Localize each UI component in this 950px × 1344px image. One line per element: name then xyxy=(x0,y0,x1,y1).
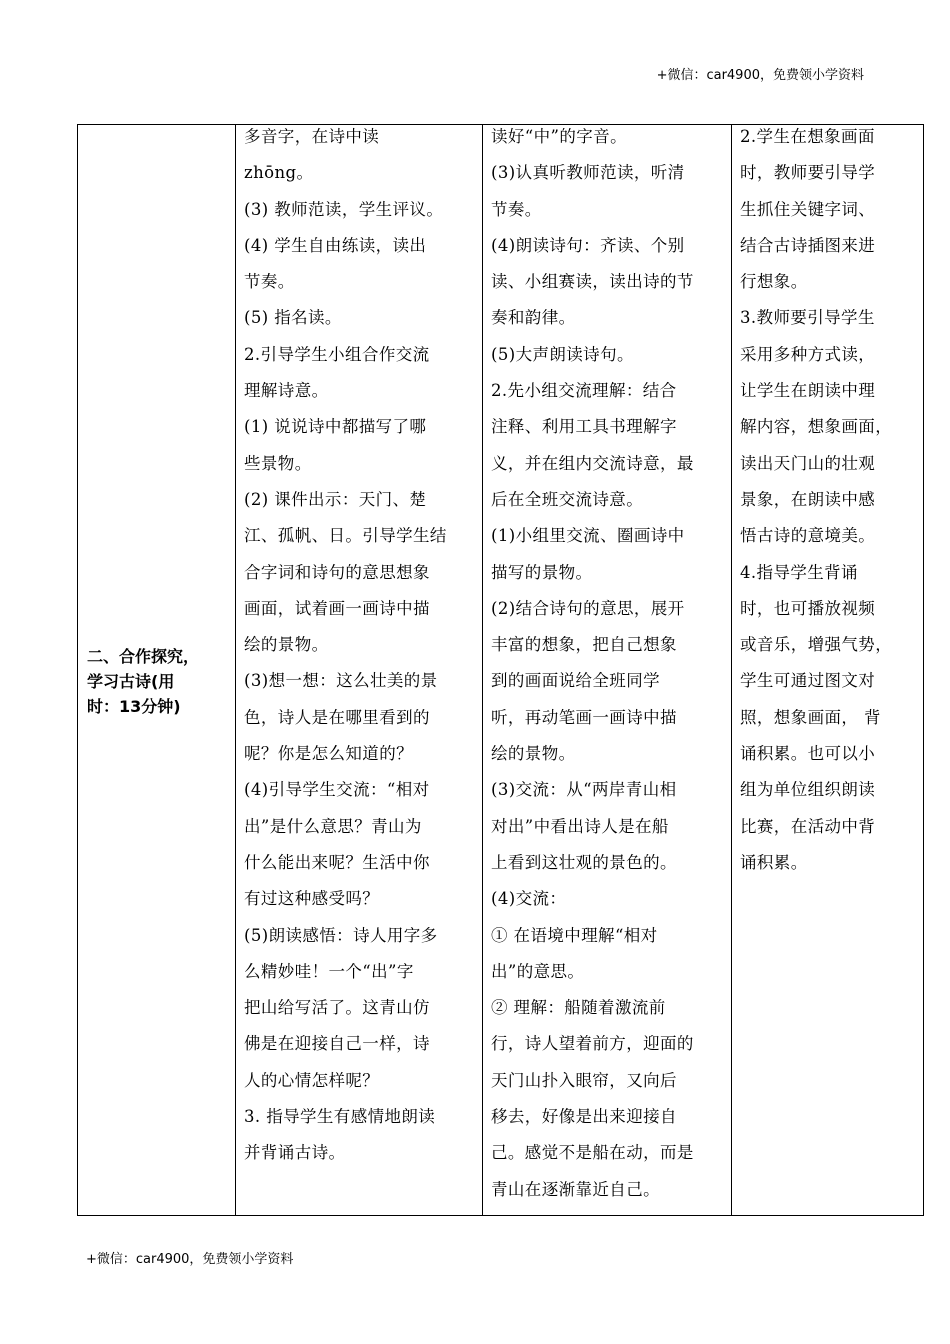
student-activity-line: 听，再动笔画一画诗中描 xyxy=(491,707,677,727)
student-activity-line: (5)大声朗读诗句。 xyxy=(491,344,634,364)
student-activity-line: 义，并在组内交流诗意，最 xyxy=(491,453,694,473)
teacher-activity-line: (5) 指名读。 xyxy=(244,308,342,328)
student-activity-line: (4)朗读诗句：齐读、个别 xyxy=(491,235,685,255)
teacher-activity-line: (4)引导学生交流：“相对 xyxy=(244,780,430,800)
lesson-plan-table xyxy=(77,124,924,1216)
teacher-activity-line: 理解诗意。 xyxy=(244,381,329,401)
stage-label-line: 时：13分钟) xyxy=(87,696,181,716)
teacher-activity-line: 些景物。 xyxy=(244,453,312,473)
teacher-activity-text xyxy=(244,119,476,1172)
student-activity-line: 出”的意思。 xyxy=(491,961,585,981)
teacher-activity-cell xyxy=(236,125,483,1216)
teacher-activity-line: 把山给写活了。这青山仿 xyxy=(244,998,430,1018)
student-activity-line: 读、小组赛读，读出诗的节 xyxy=(491,272,694,292)
teacher-activity-line: 有过这种感受吗？ xyxy=(244,889,380,909)
teacher-activity-line: 佛是在迎接自己一样，诗 xyxy=(244,1034,430,1054)
design-notes-line: 生抓住关键字词、 xyxy=(740,199,876,219)
design-notes-line: 解内容，想象画面， xyxy=(740,417,893,437)
design-notes-line: 学生可通过图文对 xyxy=(740,671,876,691)
teacher-activity-line: 出”是什么意思？青山为 xyxy=(244,816,422,836)
teacher-activity-line: 合字词和诗句的意思想象 xyxy=(244,562,430,582)
student-activity-line: (1)小组里交流、圈画诗中 xyxy=(491,526,685,546)
teacher-activity-line: 3. 指导学生有感情地朗读 xyxy=(244,1107,436,1127)
student-activity-line: 节奏。 xyxy=(491,199,542,219)
teacher-activity-line: 节奏。 xyxy=(244,272,295,292)
student-activity-line: 行，诗人望着前方，迎面的 xyxy=(491,1034,694,1054)
student-activity-cell xyxy=(483,125,732,1216)
design-notes-cell xyxy=(732,125,924,1216)
teacher-activity-line: 多音字，在诗中读 xyxy=(244,127,380,146)
design-notes-line: 2.学生在想象画面 xyxy=(740,127,875,146)
teacher-activity-line: 并背诵古诗。 xyxy=(244,1143,346,1163)
student-activity-line: 2.先小组交流理解：结合 xyxy=(491,381,677,401)
design-notes-line: 比赛，在活动中背 xyxy=(740,816,876,836)
student-activity-text xyxy=(491,119,725,1208)
teacher-activity-line: (3)想一想：这么壮美的景 xyxy=(244,671,438,691)
stage-label xyxy=(87,644,229,719)
teacher-activity-line: (3) 教师范读，学生评议。 xyxy=(244,199,444,219)
student-activity-line: (3)交流：从“两岸青山相 xyxy=(491,780,677,800)
teacher-activity-line: (5)朗读感悟：诗人用字多 xyxy=(244,925,438,945)
student-activity-line: ② 理解：船随着激流前 xyxy=(491,998,666,1018)
design-notes-line: 读出天门山的壮观 xyxy=(740,453,876,473)
design-notes-text xyxy=(740,119,917,881)
teacher-activity-line: zhōng。 xyxy=(244,163,314,183)
student-activity-line: 到的画面说给全班同学 xyxy=(491,671,660,691)
design-notes-line: 时，教师要引导学 xyxy=(740,163,876,183)
student-activity-line: ① 在语境中理解“相对 xyxy=(491,925,658,945)
student-activity-line: (4)交流： xyxy=(491,889,567,909)
teacher-activity-line: 绘的景物。 xyxy=(244,635,329,655)
stage-cell xyxy=(78,125,236,1216)
student-activity-line: 读好“中”的字音。 xyxy=(491,127,627,146)
design-notes-line: 或音乐，增强气势， xyxy=(740,635,893,655)
teacher-activity-line: 2.引导学生小组合作交流 xyxy=(244,344,430,364)
design-notes-line: 照，想象画面， 背 xyxy=(740,707,881,727)
student-activity-line: 青山在逐渐靠近自己。 xyxy=(491,1179,660,1199)
student-activity-line: 后在全班交流诗意。 xyxy=(491,489,644,509)
design-notes-line: 悟古诗的意境美。 xyxy=(740,526,876,546)
student-activity-line: 天门山扑入眼帘，又向后 xyxy=(491,1070,677,1090)
design-notes-line: 让学生在朗读中理 xyxy=(740,381,876,401)
design-notes-line: 景象，在朗读中感 xyxy=(740,489,876,509)
stage-label-line: 二、合作探究， xyxy=(87,646,200,666)
student-activity-line: 注释、利用工具书理解字 xyxy=(491,417,677,437)
student-activity-line: 上看到这壮观的景色的。 xyxy=(491,852,677,872)
student-activity-line: (2)结合诗句的意思，展开 xyxy=(491,598,685,618)
design-notes-line: 结合古诗插图来进 xyxy=(740,235,876,255)
teacher-activity-line: (4) 学生自由练读，读出 xyxy=(244,235,427,255)
teacher-activity-line: 呢？你是怎么知道的？ xyxy=(244,744,413,764)
design-notes-line: 4.指导学生背诵 xyxy=(740,562,858,582)
student-activity-line: 移去，好像是出来迎接自 xyxy=(491,1107,677,1127)
design-notes-line: 诵积累。 xyxy=(740,852,808,872)
design-notes-line: 3.教师要引导学生 xyxy=(740,308,875,328)
header-note: +微信：car4900，免费领小学资料 xyxy=(656,68,864,83)
teacher-activity-line: 人的心情怎样呢？ xyxy=(244,1070,380,1090)
teacher-activity-line: 么精妙哇！一个“出”字 xyxy=(244,961,414,981)
design-notes-line: 诵积累。也可以小 xyxy=(740,744,876,764)
student-activity-line: 描写的景物。 xyxy=(491,562,593,582)
student-activity-line: 丰富的想象，把自己想象 xyxy=(491,635,677,655)
teacher-activity-line: 色，诗人是在哪里看到的 xyxy=(244,707,430,727)
footer-note: +微信：car4900，免费领小学资料 xyxy=(86,1252,294,1267)
teacher-activity-line: 江、孤帆、日。引导学生结 xyxy=(244,526,447,546)
design-notes-line: 时，也可播放视频 xyxy=(740,598,876,618)
teacher-activity-line: 什么能出来呢？生活中你 xyxy=(244,852,430,872)
student-activity-line: 己。感觉不是船在动，而是 xyxy=(491,1143,694,1163)
student-activity-line: 绘的景物。 xyxy=(491,744,576,764)
design-notes-line: 组为单位组织朗读 xyxy=(740,780,876,800)
design-notes-line: 行想象。 xyxy=(740,272,808,292)
teacher-activity-line: (2) 课件出示：天门、楚 xyxy=(244,489,427,509)
table-row xyxy=(78,125,924,1216)
student-activity-line: 对出”中看出诗人是在船 xyxy=(491,816,669,836)
stage-label-line: 学习古诗(用 xyxy=(87,671,175,691)
design-notes-line: 采用多种方式读， xyxy=(740,344,876,364)
student-activity-line: (3)认真听教师范读，听清 xyxy=(491,163,685,183)
teacher-activity-line: (1) 说说诗中都描写了哪 xyxy=(244,417,427,437)
student-activity-line: 奏和韵律。 xyxy=(491,308,576,328)
teacher-activity-line: 画面，试着画一画诗中描 xyxy=(244,598,430,618)
